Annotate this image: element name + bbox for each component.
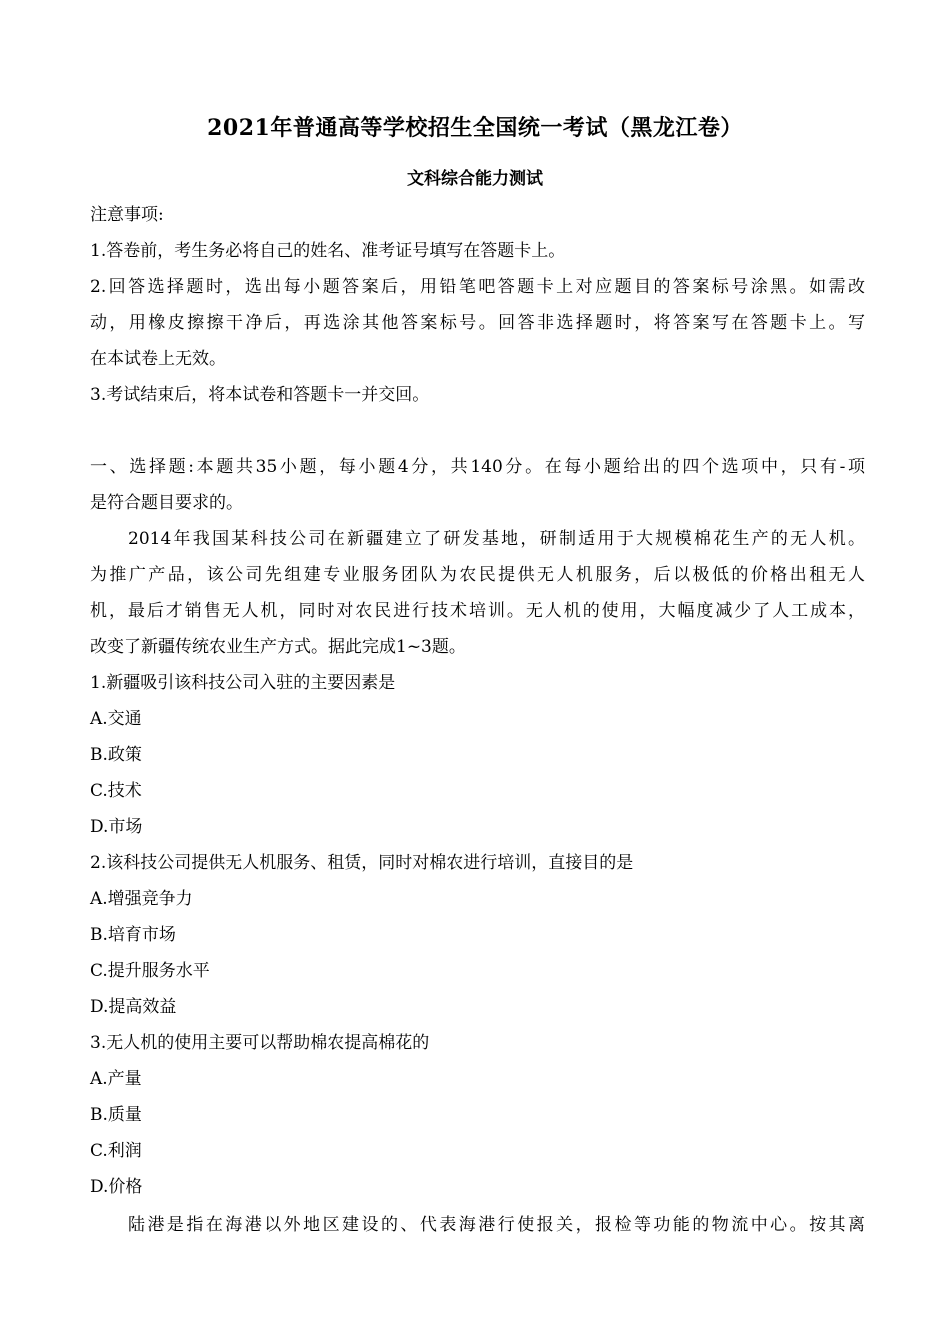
question-1-option-a: A.交通 bbox=[90, 709, 142, 729]
question-1-option-b: B.政策 bbox=[90, 745, 142, 765]
document-subtitle: 文科综合能力测试 bbox=[407, 169, 543, 189]
question-1-stem: 1.新疆吸引该科技公司入驻的主要因素是 bbox=[90, 673, 396, 693]
question-1-option-c: C.技术 bbox=[90, 781, 142, 801]
section-intro-line-2: 是符合题目要求的。 bbox=[90, 493, 243, 513]
question-1-option-d: D.市场 bbox=[90, 817, 143, 837]
notice-item-1: 1.答卷前，考生务必将自己的姓名、准考证号填写在答题卡上。 bbox=[90, 241, 566, 261]
question-2-stem: 2.该科技公司提供无人机服务、租赁，同时对棉农进行培训，直接目的是 bbox=[90, 853, 634, 873]
document-title: 2021年普通高等学校招生全国统一考试（黑龙江卷） bbox=[207, 115, 743, 141]
question-2-option-b: B.培育市场 bbox=[90, 925, 176, 945]
question-2-option-c: C.提升服务水平 bbox=[90, 961, 210, 981]
question-3-stem: 3.无人机的使用主要可以帮助棉农提高棉花的 bbox=[90, 1033, 430, 1053]
passage-1-line-2: 为推广产品，该公司先组建专业服务团队为农民提供无人机服务，后以极低的价格出租无人 bbox=[90, 565, 865, 585]
notice-item-2-line-3: 在本试卷上无效。 bbox=[90, 349, 226, 369]
notice-heading: 注意事项: bbox=[90, 205, 164, 225]
notice-item-3: 3.考试结束后，将本试卷和答题卡一并交回。 bbox=[90, 385, 430, 405]
passage-1-line-3: 机，最后才销售无人机，同时对农民进行技术培训。无人机的使用，大幅度减少了人工成本， bbox=[90, 601, 865, 621]
question-3-option-b: B.质量 bbox=[90, 1105, 142, 1125]
question-3-option-d: D.价格 bbox=[90, 1177, 143, 1197]
passage-2-line-1: 陆港是指在海港以外地区建设的、代表海港行使报关，报检等功能的物流中心。按其离 bbox=[128, 1215, 865, 1235]
question-3-option-a: A.产量 bbox=[90, 1069, 142, 1089]
notice-item-2-line-1: 2.回答选择题时，选出每小题答案后，用铅笔吧答题卡上对应题目的答案标号涂黑。如需改 bbox=[90, 277, 865, 297]
question-2-option-d: D.提高效益 bbox=[90, 997, 177, 1017]
passage-1-line-1: 2014年我国某科技公司在新疆建立了研发基地，研制适用于大规模棉花生产的无人机。 bbox=[128, 529, 865, 549]
notice-item-2-line-2: 动，用橡皮擦擦干净后，再选涂其他答案标号。回答非选择题时，将答案写在答题卡上。写 bbox=[90, 313, 865, 333]
section-intro-line-1: 一、选择题:本题共35小题，每小题4分，共140分。在每小题给出的四个选项中，只有-项 bbox=[90, 457, 865, 477]
passage-1-line-4: 改变了新疆传统农业生产方式。据此完成1~3题。 bbox=[90, 637, 466, 657]
question-3-option-c: C.利润 bbox=[90, 1141, 142, 1161]
question-2-option-a: A.增强竞争力 bbox=[90, 889, 193, 909]
